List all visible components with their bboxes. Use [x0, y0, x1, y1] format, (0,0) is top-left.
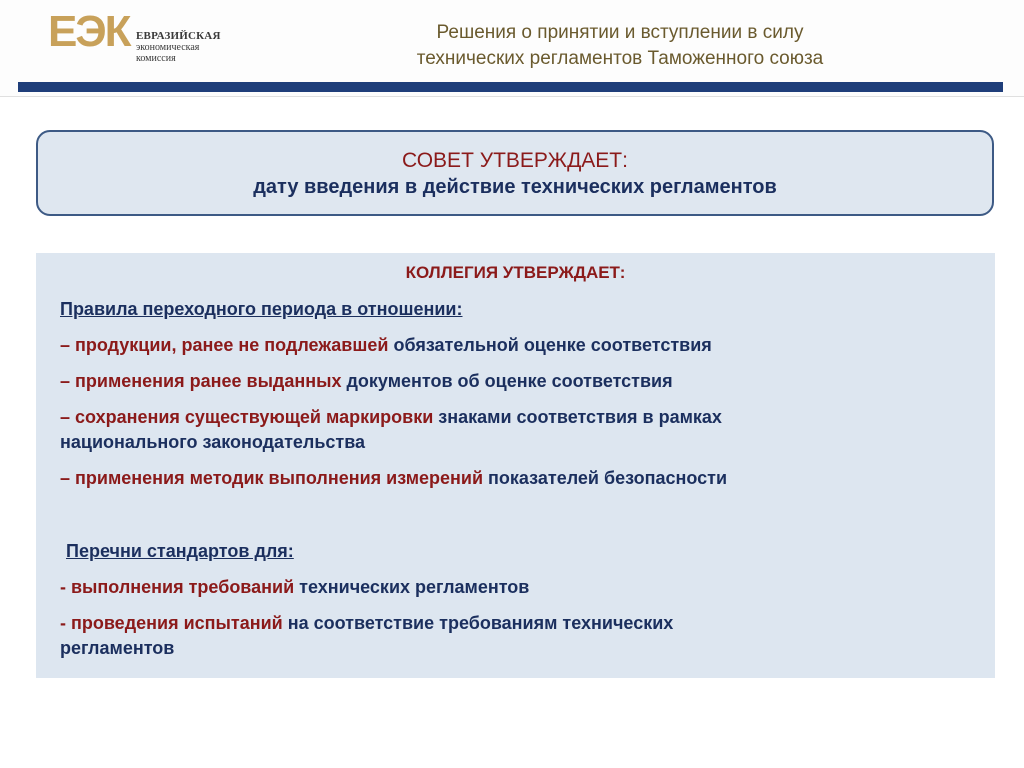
council-text: дату введения в действие технических регламентов	[253, 176, 777, 198]
list-item-1-text: технических регламентов	[294, 577, 530, 597]
logo-mark: ЕЭК	[48, 7, 130, 56]
header	[0, 0, 1024, 97]
council-box	[36, 130, 994, 216]
rule-item-1-emphasis: продукции, ранее не подлежавшей	[75, 335, 389, 355]
page-title	[320, 20, 920, 72]
list-item-2	[60, 611, 673, 635]
council-title: СОВЕТ УТВЕРЖДАЕТ:	[402, 149, 628, 172]
rule-item-4-emphasis: применения методик выполнения измерений	[75, 468, 484, 488]
rule-item-4	[60, 466, 727, 490]
rule-item-1-prefix: –	[60, 335, 76, 355]
lists-heading: Перечни стандартов для:	[66, 541, 294, 561]
rule-item-2-text: документов об оценке соответствия	[341, 371, 673, 391]
rule-item-2	[60, 369, 673, 393]
logo-line-1: ЕВРАЗИЙСКАЯ	[136, 30, 221, 42]
rule-item-3-text: знаками соответствия в рамках	[433, 407, 722, 427]
rule-item-1-text: обязательной оценке соответствия	[388, 335, 712, 355]
board-panel	[36, 253, 995, 678]
list-item-1	[60, 575, 529, 599]
board-title: КОЛЛЕГИЯ УТВЕРЖДАЕТ:	[405, 263, 626, 282]
rule-item-4-text: показателей безопасности	[483, 468, 728, 488]
header-rule	[18, 82, 1003, 92]
logo-line-3: комиссия	[136, 53, 176, 64]
page-title-line-2: технических регламентов Таможенного союза	[416, 48, 824, 69]
rule-item-2-emphasis: применения ранее выданных	[75, 371, 342, 391]
page-title-line-1: Решения о принятии и вступлении в силу	[436, 22, 804, 43]
logo-text	[136, 30, 276, 64]
list-item-1-emphasis: - выполнения требований	[60, 577, 295, 597]
rules-heading: Правила переходного периода в отношении:	[60, 299, 463, 319]
rule-item-2-prefix: –	[60, 371, 76, 391]
rule-item-3-continuation: национального законодательства	[60, 432, 366, 452]
rule-item-1	[60, 333, 712, 357]
logo-line-2: экономическая	[136, 42, 200, 53]
rule-item-3-prefix: –	[60, 407, 76, 427]
list-item-2-text: на соответствие требованиям технических	[282, 613, 674, 633]
list-item-2-continuation: регламентов	[60, 638, 175, 658]
rule-item-3-emphasis: сохранения существующей маркировки	[75, 407, 434, 427]
list-item-2-emphasis: - проведения испытаний	[60, 613, 283, 633]
rule-item-4-prefix: –	[60, 468, 76, 488]
rule-item-3	[60, 405, 722, 429]
